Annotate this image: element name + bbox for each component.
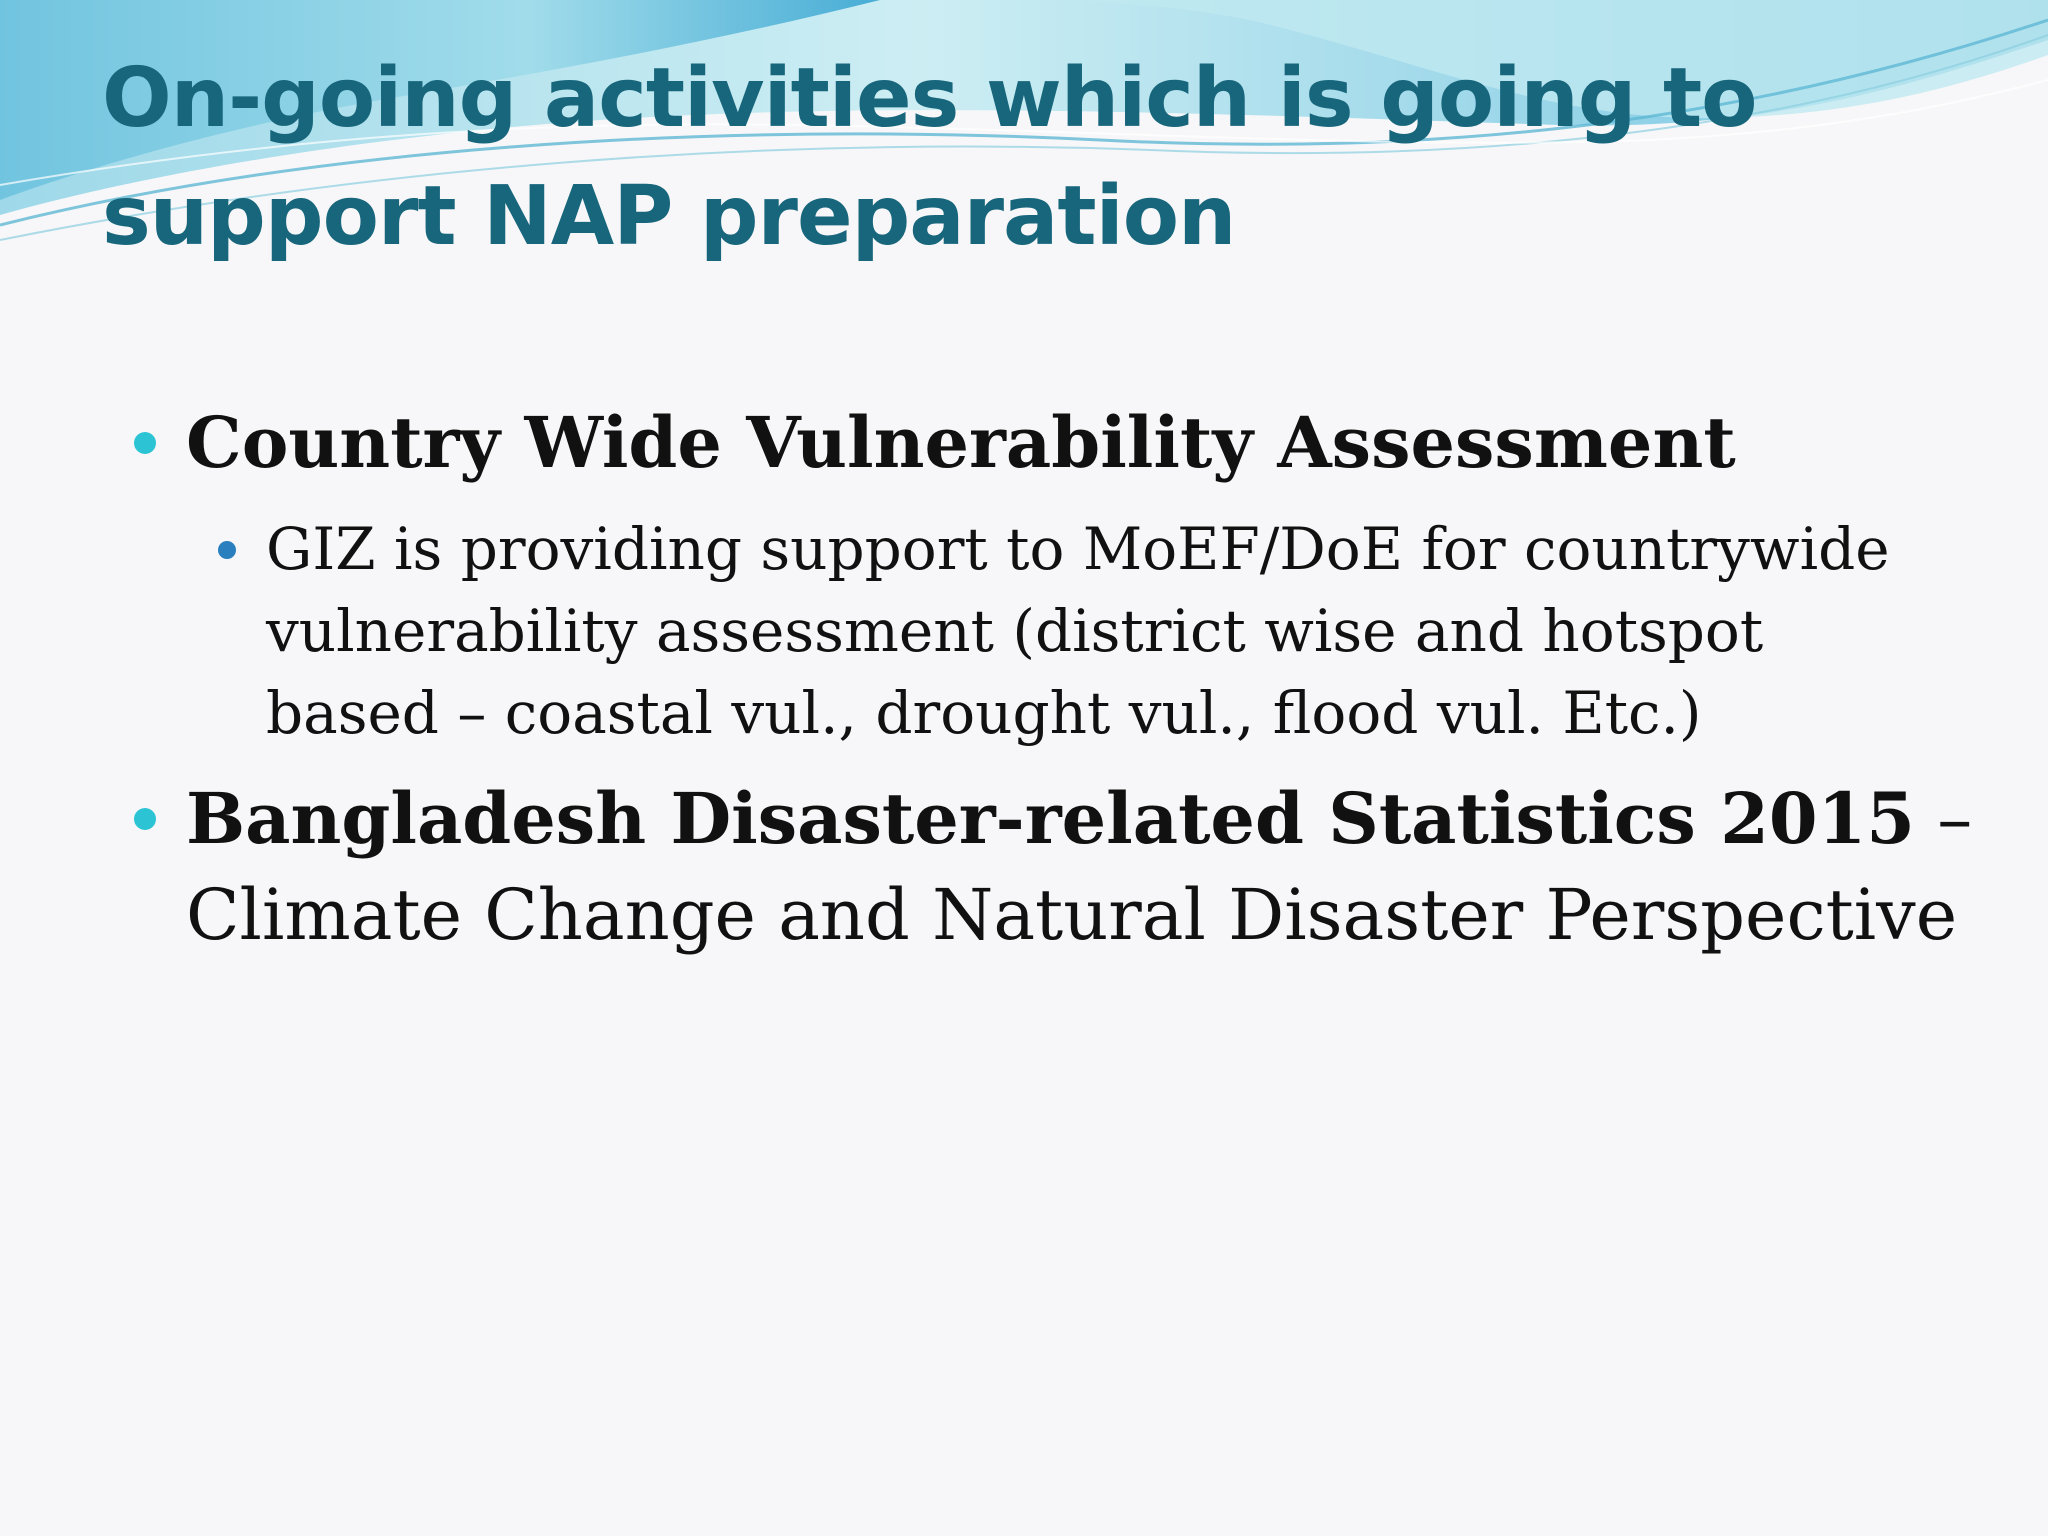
- bullet-item-line-2: Climate Change and Natural Disaster Perspective: [186, 874, 1958, 956]
- sub-bullet-dot: [218, 541, 236, 559]
- bullet-item-heading: [186, 396, 1736, 490]
- bullet-heading-text: Country Wide Vulnerability Assessment: [186, 401, 1736, 484]
- bullet-item-heading: [186, 772, 1972, 866]
- sub-bullet-line-2: vulnerability assessment (district wise and hotspot: [266, 597, 1764, 665]
- slide-title: [102, 40, 1902, 276]
- sub-bullet-line-3: based – coastal vul., drought vul., flood vul. Etc.): [266, 679, 1702, 747]
- bullet-heading-suffix: –: [1915, 778, 1973, 860]
- slide-title-line-2: support NAP preparation: [102, 169, 1236, 264]
- bullet-dot: [134, 432, 156, 454]
- bullet-heading-text: Bangladesh Disaster-related Statistics 2015: [186, 777, 1916, 860]
- bullet-dot: [134, 808, 156, 830]
- slide-title-line-1: On-going activities which is going to: [102, 51, 1757, 146]
- sub-bullet-line-1: GIZ is providing support to MoEF/DoE for countrywide: [266, 515, 1890, 583]
